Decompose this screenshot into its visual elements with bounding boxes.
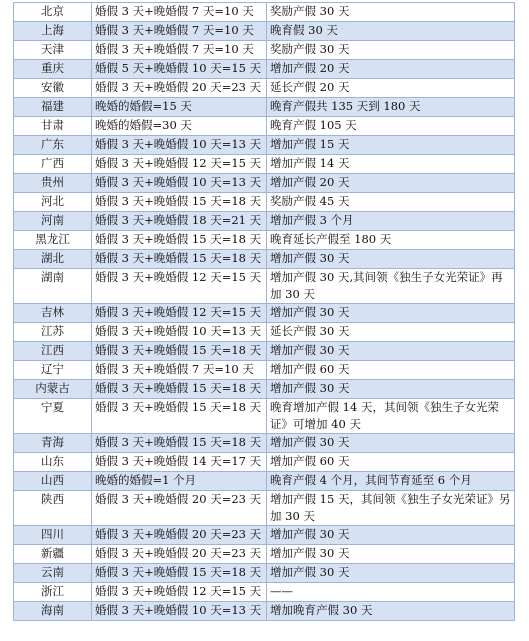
province-cell: 重庆 — [14, 60, 92, 79]
table-row — [14, 434, 515, 453]
table-row — [14, 361, 515, 380]
table-row — [14, 269, 515, 304]
province-cell: 河南 — [14, 212, 92, 231]
province-cell: 黑龙江 — [14, 231, 92, 250]
maternity-leave-cell: 增加产假 30 天 — [267, 342, 515, 361]
province-cell: 浙江 — [14, 583, 92, 602]
maternity-leave-cell: 增加产假 30 天 — [267, 434, 515, 453]
table-row — [14, 472, 515, 491]
maternity-leave-cell: 增加产假 14 天 — [267, 155, 515, 174]
province-cell: 江苏 — [14, 323, 92, 342]
maternity-leave-cell: 晚育产假 4 个月，其间节育延至 6 个月 — [267, 472, 515, 491]
maternity-leave-cell: 增加产假 20 天 — [267, 60, 515, 79]
province-cell: 海南 — [14, 602, 92, 621]
province-cell: 广东 — [14, 136, 92, 155]
maternity-leave-cell: 增加产假 30 天,其间领《独生子女光荣证》再加 30 天 — [267, 269, 515, 304]
table-row — [14, 304, 515, 323]
table-row — [14, 583, 515, 602]
province-cell: 山东 — [14, 453, 92, 472]
marriage-leave-cell: 婚假 3 天+晚婚假 12 天=15 天 — [92, 269, 267, 304]
leave-policy-table-container — [13, 2, 514, 621]
province-cell: 山西 — [14, 472, 92, 491]
leave-policy-table — [13, 2, 515, 621]
marriage-leave-cell: 婚假 3 天+晚婚假 7 天=10 天 — [92, 22, 267, 41]
province-cell: 贵州 — [14, 174, 92, 193]
table-row — [14, 231, 515, 250]
province-cell: 河北 — [14, 193, 92, 212]
table-row — [14, 98, 515, 117]
marriage-leave-cell: 婚假 3 天+晚婚假 7 天=10 天 — [92, 361, 267, 380]
province-cell: 四川 — [14, 526, 92, 545]
table-row — [14, 193, 515, 212]
province-cell: 天津 — [14, 41, 92, 60]
province-cell: 上海 — [14, 22, 92, 41]
marriage-leave-cell: 婚假 3 天+晚婚假 15 天=18 天 — [92, 380, 267, 399]
province-cell: 辽宁 — [14, 361, 92, 380]
table-row — [14, 545, 515, 564]
maternity-leave-cell: 增加产假 30 天 — [267, 545, 515, 564]
maternity-leave-cell: 晚育延长产假至 180 天 — [267, 231, 515, 250]
maternity-leave-cell: 奖励产假 45 天 — [267, 193, 515, 212]
province-cell: 甘肃 — [14, 117, 92, 136]
maternity-leave-cell: 晚育增加产假 14 天，其间领《独生子女光荣证》可增加 40 天 — [267, 399, 515, 434]
marriage-leave-cell: 婚假 3 天+晚婚假 20 天=23 天 — [92, 545, 267, 564]
maternity-leave-cell: 增加产假 20 天 — [267, 174, 515, 193]
table-row — [14, 136, 515, 155]
maternity-leave-cell: 增加产假 30 天 — [267, 304, 515, 323]
maternity-leave-cell: —— — [267, 583, 515, 602]
table-row — [14, 41, 515, 60]
marriage-leave-cell: 晚婚的婚假=30 天 — [92, 117, 267, 136]
province-cell: 福建 — [14, 98, 92, 117]
table-row — [14, 342, 515, 361]
province-cell: 宁夏 — [14, 399, 92, 434]
province-cell: 湖北 — [14, 250, 92, 269]
table-row — [14, 155, 515, 174]
maternity-leave-cell: 增加产假 30 天 — [267, 250, 515, 269]
province-cell: 青海 — [14, 434, 92, 453]
marriage-leave-cell: 婚假 3 天+晚婚假 15 天=18 天 — [92, 564, 267, 583]
province-cell: 江西 — [14, 342, 92, 361]
marriage-leave-cell: 晚婚的婚假=15 天 — [92, 98, 267, 117]
marriage-leave-cell: 婚假 3 天+晚婚假 12 天=15 天 — [92, 304, 267, 323]
marriage-leave-cell: 婚假 3 天+晚婚假 10 天=13 天 — [92, 602, 267, 621]
province-cell: 湖南 — [14, 269, 92, 304]
table-body — [14, 3, 515, 621]
marriage-leave-cell: 婚假 3 天+晚婚假 7 天=10 天 — [92, 41, 267, 60]
maternity-leave-cell: 增加产假 60 天 — [267, 361, 515, 380]
province-cell: 云南 — [14, 564, 92, 583]
table-row — [14, 453, 515, 472]
table-row — [14, 602, 515, 621]
marriage-leave-cell: 婚假 3 天+晚婚假 18 天=21 天 — [92, 212, 267, 231]
maternity-leave-cell: 增加产假 3 个月 — [267, 212, 515, 231]
table-row — [14, 117, 515, 136]
maternity-leave-cell: 增加产假 30 天 — [267, 526, 515, 545]
marriage-leave-cell: 婚假 3 天+晚婚假 14 天=17 天 — [92, 453, 267, 472]
marriage-leave-cell: 婚假 3 天+晚婚假 15 天=18 天 — [92, 250, 267, 269]
marriage-leave-cell: 婚假 3 天+晚婚假 15 天=18 天 — [92, 231, 267, 250]
province-cell: 广西 — [14, 155, 92, 174]
province-cell: 陕西 — [14, 491, 92, 526]
maternity-leave-cell: 增加产假 15 天 — [267, 136, 515, 155]
province-cell: 新疆 — [14, 545, 92, 564]
province-cell: 吉林 — [14, 304, 92, 323]
table-row — [14, 526, 515, 545]
table-row — [14, 60, 515, 79]
maternity-leave-cell: 增加产假 30 天 — [267, 380, 515, 399]
table-row — [14, 174, 515, 193]
marriage-leave-cell: 婚假 3 天+晚婚假 12 天=15 天 — [92, 583, 267, 602]
marriage-leave-cell: 婚假 3 天+晚婚假 15 天=18 天 — [92, 399, 267, 434]
table-row — [14, 22, 515, 41]
table-row — [14, 3, 515, 22]
marriage-leave-cell: 婚假 3 天+晚婚假 7 天=10 天 — [92, 3, 267, 22]
province-cell: 北京 — [14, 3, 92, 22]
marriage-leave-cell: 婚假 3 天+晚婚假 20 天=23 天 — [92, 79, 267, 98]
table-row — [14, 212, 515, 231]
maternity-leave-cell: 增加产假 30 天 — [267, 564, 515, 583]
maternity-leave-cell: 增加晚育产假 30 天 — [267, 602, 515, 621]
marriage-leave-cell: 婚假 3 天+晚婚假 15 天=18 天 — [92, 342, 267, 361]
maternity-leave-cell: 延长产假 30 天 — [267, 323, 515, 342]
marriage-leave-cell: 婚假 3 天+晚婚假 15 天=18 天 — [92, 434, 267, 453]
marriage-leave-cell: 婚假 3 天+晚婚假 10 天=13 天 — [92, 323, 267, 342]
maternity-leave-cell: 增加产假 60 天 — [267, 453, 515, 472]
marriage-leave-cell: 婚假 5 天+晚婚假 10 天=15 天 — [92, 60, 267, 79]
province-cell: 安徽 — [14, 79, 92, 98]
table-row — [14, 79, 515, 98]
table-row — [14, 491, 515, 526]
marriage-leave-cell: 婚假 3 天+晚婚假 20 天=23 天 — [92, 526, 267, 545]
maternity-leave-cell: 增加产假 15 天，其间领《独生子女光荣证》另加 30 天 — [267, 491, 515, 526]
marriage-leave-cell: 晚婚的婚假=1 个月 — [92, 472, 267, 491]
maternity-leave-cell: 晚育产假 105 天 — [267, 117, 515, 136]
marriage-leave-cell: 婚假 3 天+晚婚假 20 天=23 天 — [92, 491, 267, 526]
table-row — [14, 323, 515, 342]
marriage-leave-cell: 婚假 3 天+晚婚假 10 天=13 天 — [92, 136, 267, 155]
table-row — [14, 380, 515, 399]
table-row — [14, 564, 515, 583]
maternity-leave-cell: 延长产假 20 天 — [267, 79, 515, 98]
table-row — [14, 250, 515, 269]
maternity-leave-cell: 奖励产假 30 天 — [267, 41, 515, 60]
province-cell: 内蒙古 — [14, 380, 92, 399]
maternity-leave-cell: 奖励产假 30 天 — [267, 3, 515, 22]
marriage-leave-cell: 婚假 3 天+晚婚假 15 天=18 天 — [92, 193, 267, 212]
maternity-leave-cell: 晚育产假共 135 天到 180 天 — [267, 98, 515, 117]
table-row — [14, 399, 515, 434]
maternity-leave-cell: 晚育假 30 天 — [267, 22, 515, 41]
marriage-leave-cell: 婚假 3 天+晚婚假 12 天=15 天 — [92, 155, 267, 174]
marriage-leave-cell: 婚假 3 天+晚婚假 10 天=13 天 — [92, 174, 267, 193]
